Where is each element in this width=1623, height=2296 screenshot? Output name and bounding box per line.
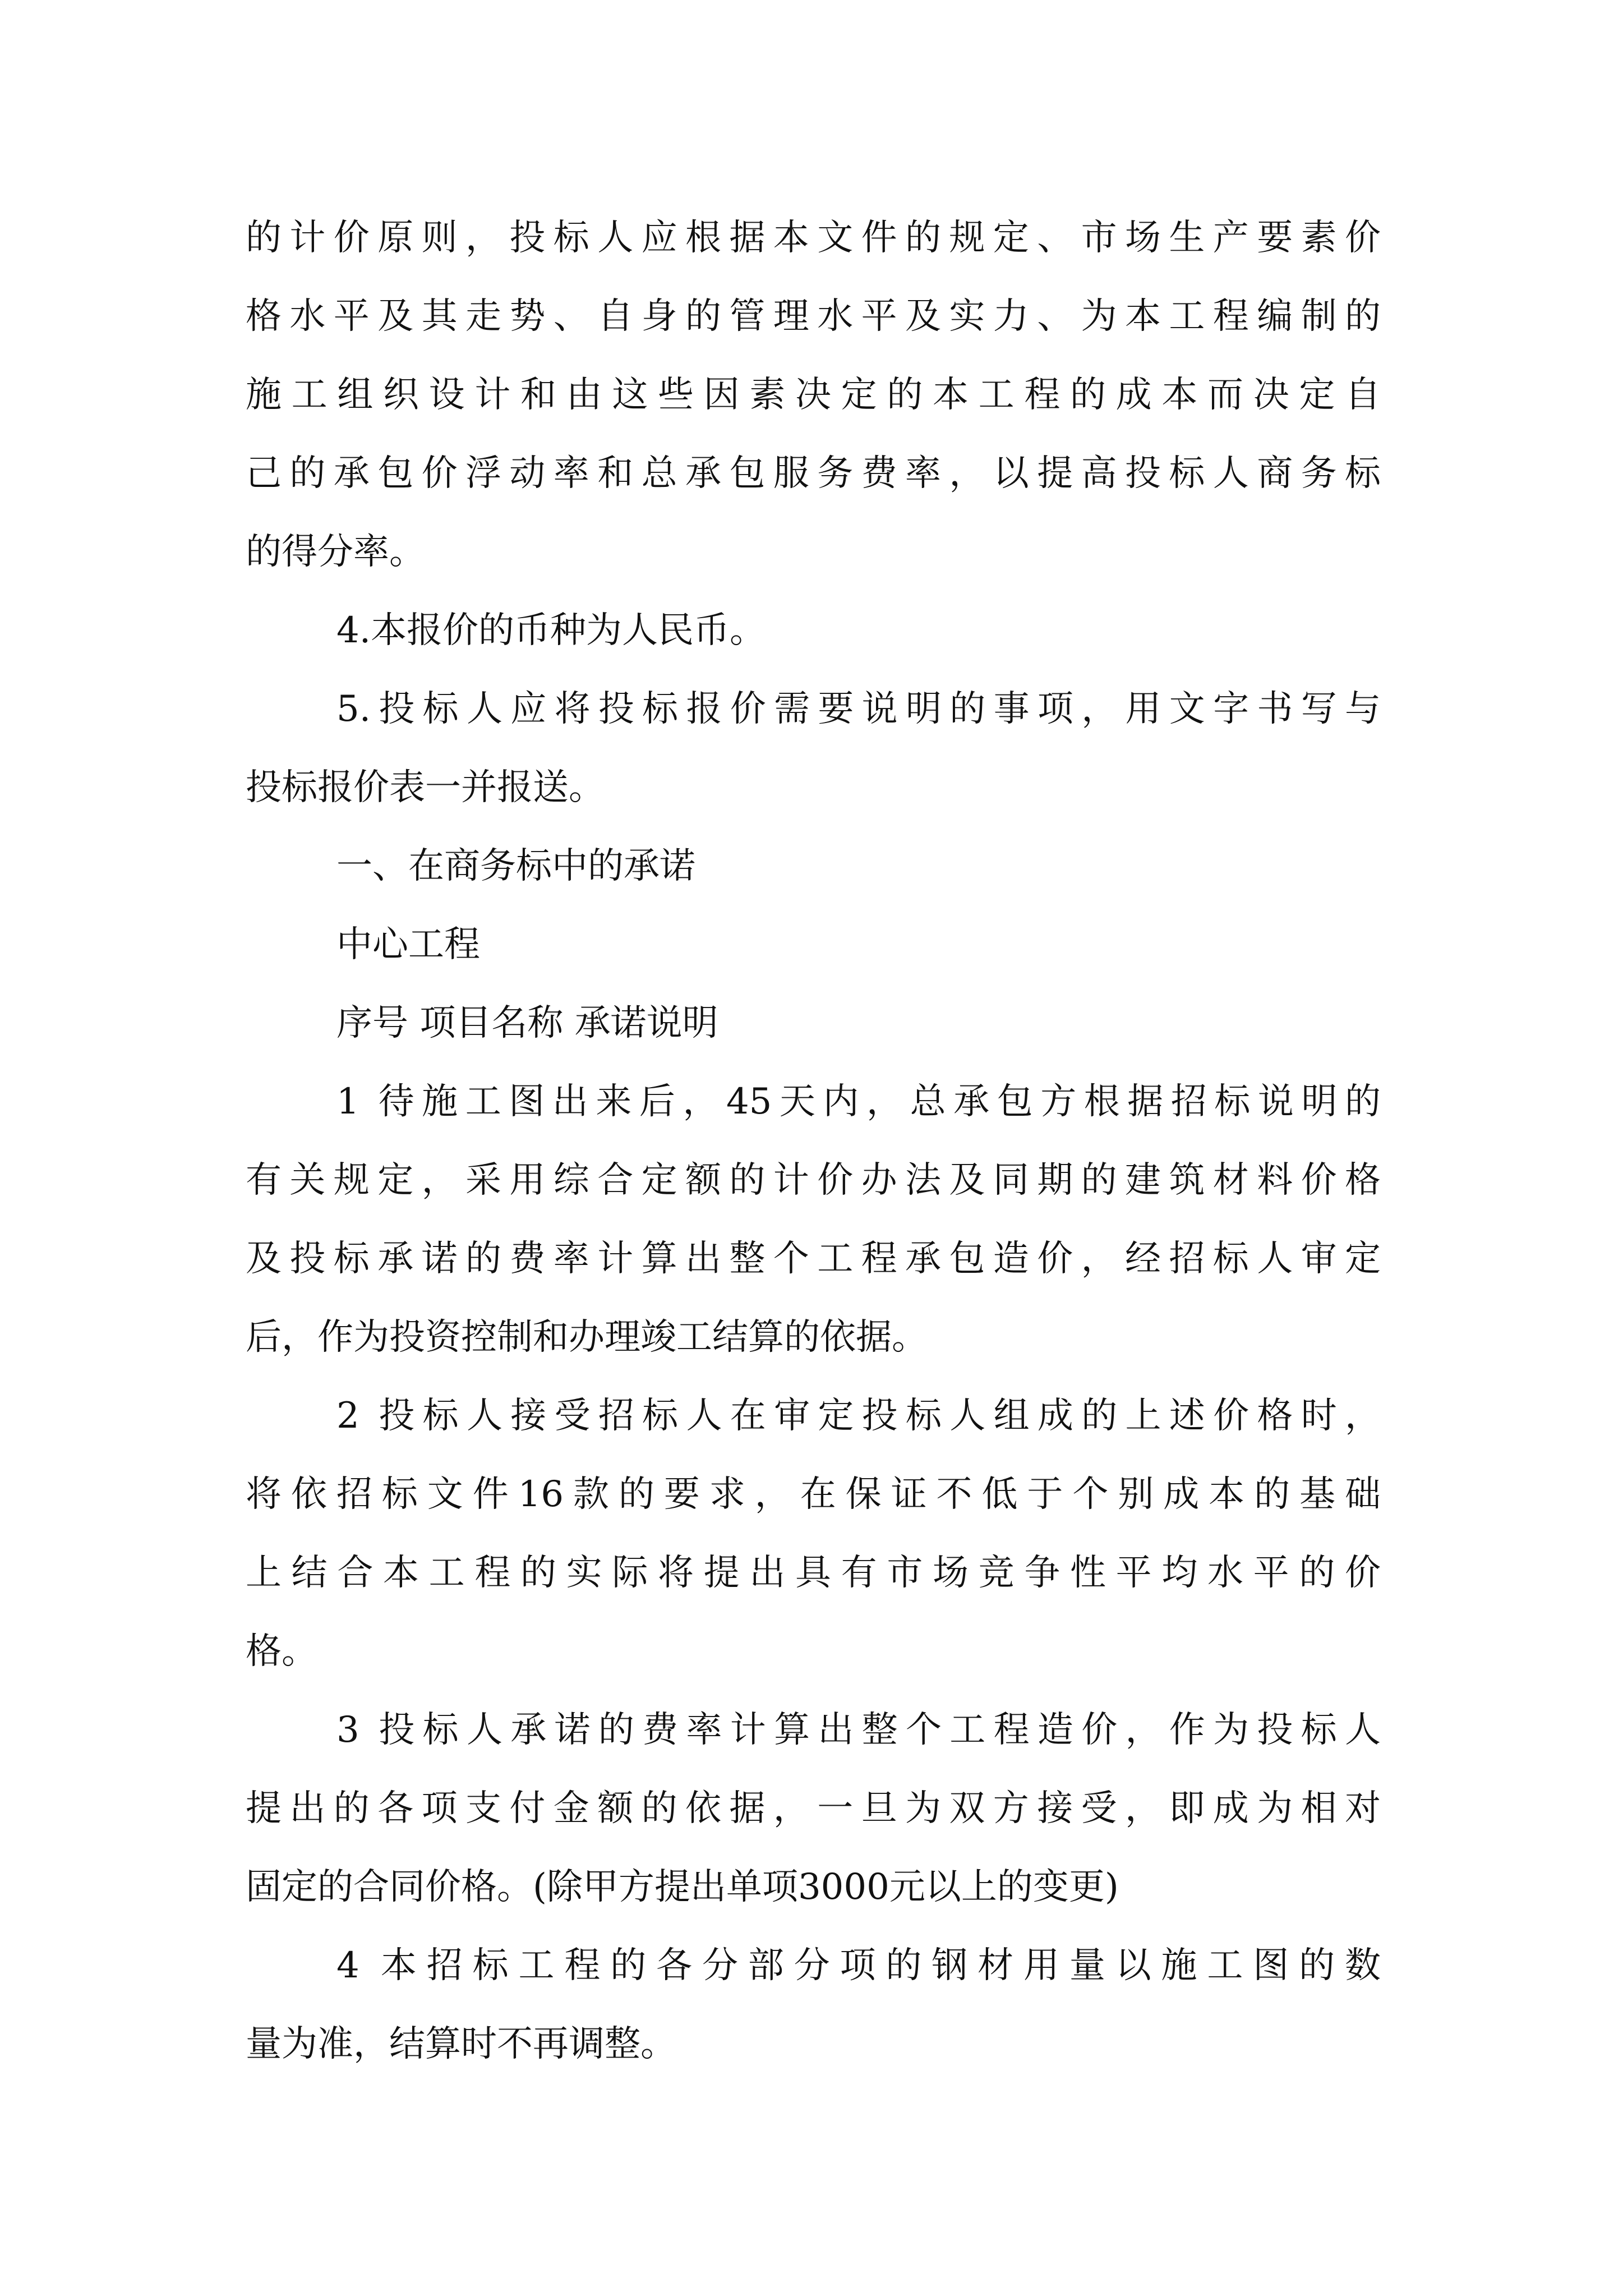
paragraph-line: 施工组织设计和由这些因素决定的本工程的成本而决定自 (246, 374, 1381, 416)
list-item-explanation: 5.投标人应将投标报价需要说明的事项，用文字书写与 (336, 688, 1381, 730)
paragraph-line: 己的承包价浮动率和总承包服务费率，以提高投标人商务标 (246, 453, 1381, 494)
paragraph-line: 的得分率。 (246, 531, 425, 573)
commitment-line: 后，作为投资控制和办理竣工结算的依据。 (246, 1317, 928, 1358)
section-heading: 一、在商务标中的承诺 (336, 845, 695, 887)
commitment-line: 固定的合同价格。(除甲方提出单项3000元以上的变更) (246, 1866, 1119, 1908)
commitment-line: 及投标承诺的费率计算出整个工程承包造价，经招标人审定 (246, 1238, 1381, 1280)
list-item-currency: 4.本报价的币种为人民币。 (336, 610, 766, 651)
table-header: 序号 项目名称 承诺说明 (336, 1002, 718, 1044)
commitment-line: 3 投标人承诺的费率计算出整个工程造价，作为投标人 (336, 1709, 1381, 1751)
commitment-line: 有关规定，采用综合定额的计价办法及同期的建筑材料价格 (246, 1159, 1381, 1201)
paragraph-line: 的计价原则，投标人应根据本文件的规定、市场生产要素价 (246, 217, 1381, 259)
commitment-line: 提出的各项支付金额的依据，一旦为双方接受，即成为相对 (246, 1788, 1381, 1829)
commitment-line: 上结合本工程的实际将提出具有市场竞争性平均水平的价 (246, 1552, 1381, 1594)
paragraph-line: 格水平及其走势、自身的管理水平及实力、为本工程编制的 (246, 296, 1381, 337)
commitment-line: 1 待施工图出来后，45天内，总承包方根据招标说明的 (336, 1081, 1381, 1122)
commitment-line: 量为准，结算时不再调整。 (246, 2023, 676, 2065)
commitment-line: 2 投标人接受招标人在审定投标人组成的上述价格时， (336, 1395, 1381, 1437)
commitment-line: 4 本招标工程的各分部分项的钢材用量以施工图的数 (336, 1945, 1381, 1986)
project-name: 中心工程 (336, 924, 480, 965)
commitment-line: 格。 (246, 1631, 317, 1672)
list-item-explanation-cont: 投标报价表一并报送。 (246, 767, 605, 808)
commitment-line: 将依招标文件16款的要求，在保证不低于个别成本的基础 (246, 1474, 1381, 1515)
